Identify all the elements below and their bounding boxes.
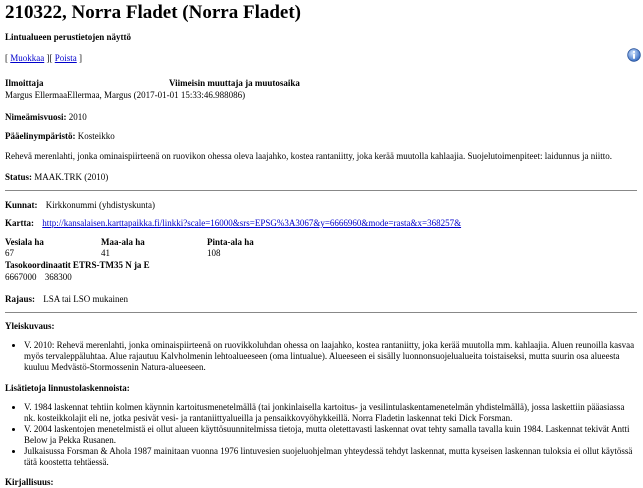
general-description-title: Yleiskuvaus: [5,321,55,331]
status [5,172,637,183]
map-label: Kartta: [5,218,34,228]
info-icon[interactable] [627,48,641,62]
reporter-value: Margus Ellermaa [5,90,68,100]
status-label: Status: [5,172,33,182]
edit-link[interactable]: Muokkaa [10,53,45,63]
boundary [5,294,637,305]
boundary-label: Rajaus: [5,294,36,304]
list-item: • V. 2010: Rehevä merenlahti, jonka ominaispiirteenä on ruovikkoluhdan ohessa on laajahko, kostea rantaniitty, joka kerää muutolla mm. kahlaajia. Aluen reunoilla kasvaa myös tervaleppäluhtaa. Alue rajautuu Kalvholmenin lehtoalueeseen (oma lintualue). Alueeseen ei sisälly luonnonsuojelualueita toistaiseksi, mutta suurin osa alueesta kuuluu Medvästö-Stormossenin Natura-alueeseen. [24,340,637,373]
divider [5,190,637,191]
total-area-label: Pinta-ala ha [207,237,254,247]
area-header-row [5,237,637,248]
map-link[interactable]: http://kansalaisen.karttapaikka.fi/linkki?scale=16000&srs=EPSG%3A3067&y=6666960&mode=rasta&x=368257& [42,218,462,228]
action-links: [ Muokkaa ][ Poista ] [5,53,83,63]
water-area-label: Vesiala ha [5,237,44,247]
naming-year-label: Nimeämisvuosi: [5,112,67,122]
modified-value: Ellermaa, Margus (2017-01-01 15:33:46.988086) [67,90,246,100]
census-info-title: Lisätietoja linnustolaskennoista: [5,383,130,393]
census-info-list [5,402,637,468]
divider [5,312,637,313]
list-item: • V. 2004 laskentojen menetelmistä ei ollut alueen käyttösuunnitelmissa tietoja, mutta oletettavasti laskennat ovat tehty samalla tavalla kuin 1984. Laskennat tekivät Antti Below ja Pekka Rusanen. [24,424,637,446]
list-item: • Julkaisussa Forsman & Ahola 1987 mainitaan vuonna 1976 lintuvesien suojeluohjelman yhteydessä tehdyt laskennat, mutta kyseisen laskennan tuloksia ei ollut käytössä tätä koostetta tehtäessä. [24,446,637,468]
boundary-value: LSA tai LSO mukainen [43,294,129,304]
literature-title: Kirjallisuus: [5,477,54,487]
naming-year [5,112,637,123]
area-value-row [5,248,637,259]
water-area-value: 67 [5,248,14,258]
description: Rehevä merenlahti, jonka ominaispiirteenä on ruovikon ohessa oleva laajahko, kostea rantaniitty, joka kerää muutolla kahlaajia. Suojelutoimenpiteet: laidunnus ja niitto. [5,151,612,161]
page-title: 210322, Norra Fladet (Norra Fladet) [5,2,302,23]
general-description-list [5,340,637,373]
coords-values [5,272,637,283]
modified-label: Viimeisin muuttaja ja muutosaika [169,78,300,88]
habitat-label: Pääelinympäristö: [5,131,76,141]
habitat [5,131,637,142]
naming-year-value: 2010 [68,112,87,122]
municipality-label: Kunnat: [5,200,38,210]
land-area-label: Maa-ala ha [101,237,145,247]
coords-label: Tasokoordinaatit ETRS-TM35 N ja E [5,260,150,270]
list-item: • V. 1984 laskennat tehtiin kolmen käynnin kartoitusmenetelmällä (tai jonkinlaisella kartoitus- ja vesilintulaskentamenetelmän yhdistelmällä), jossa laskettiin pääasiassa nk. kosteikkolajit eli ne, jotka pesivät vesi- ja rantaniittyalueilla ja pensaikkovyöhykkeillä. Norra Fladetin laskennat teki Dick Forsman. [24,402,637,424]
meta-value-row [5,90,637,101]
delete-link[interactable]: Poista [54,53,77,63]
habitat-value: Kosteikko [77,131,115,141]
page [5,0,637,488]
total-area-value: 108 [207,248,221,258]
coords-n: 6667000 [5,272,37,282]
status-value: MAAK.TRK (2010) [34,172,109,182]
municipality [5,200,637,211]
land-area-value: 41 [101,248,110,258]
map [5,218,637,229]
meta-header-row [5,78,637,89]
municipality-value: Kirkkonummi (yhdistyskunta) [45,200,156,210]
coords-e: 368300 [44,272,72,282]
reporter-label: Ilmoittaja [5,78,44,88]
page-subtitle: Lintualueen perustietojen näyttö [5,32,131,42]
